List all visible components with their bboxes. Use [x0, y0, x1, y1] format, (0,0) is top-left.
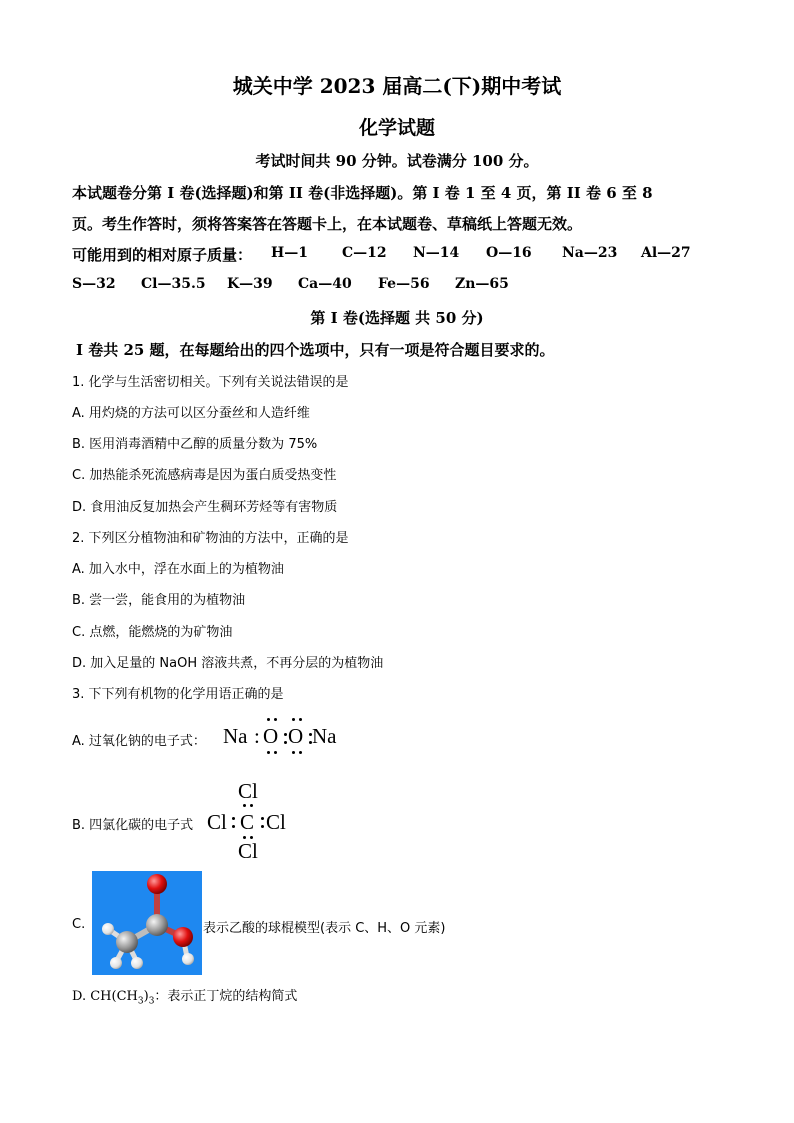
paper-note-line2: 页。考生作答时，须将答案答在答题卡上，在本试题卷、草稿纸上答题无效。	[72, 215, 583, 233]
question-1-option-d[interactable]: D. 食用油反复加热会产生稠环芳烃等有害物质	[72, 500, 338, 515]
paper-subject-title: 化学试题	[358, 117, 435, 139]
atomic-mass-label: 可能用到的相对原子质量：	[72, 246, 253, 264]
electron-dot	[243, 836, 246, 839]
exam-time-info: 考试时间共 90 分钟。试卷满分 100 分。	[255, 152, 539, 170]
option-d-subscript: 3	[137, 996, 144, 1007]
paper-note-line1: 本试题卷分第 I 卷(选择题)和第 II 卷(非选择题)。第 I 卷 1 至 4 页，第 II 卷 6 至 8	[72, 184, 653, 202]
electron-dot	[232, 825, 235, 828]
atomic-mass-item: C—12	[342, 245, 387, 261]
electron-dot	[250, 836, 253, 839]
question-1-option-c[interactable]: C. 加热能杀死流感病毒是因为蛋白质受热变性	[72, 468, 337, 483]
question-2-option-b[interactable]: B. 尝一尝，能食用的为植物油	[72, 593, 246, 608]
option-d-suffix: ：表示正丁烷的结构简式	[154, 989, 298, 1004]
question-1-option-b[interactable]: B. 医用消毒酒精中乙醇的质量分数为 75%	[72, 437, 318, 452]
formula-cl-left: Cl	[207, 810, 227, 834]
electron-dot	[232, 817, 235, 820]
question-3-option-c-label[interactable]: C.	[72, 917, 86, 932]
electron-dot	[243, 804, 246, 807]
atomic-mass-item: O—16	[486, 245, 532, 261]
option-d-subscript: 3	[148, 996, 155, 1007]
section-title: 第 I 卷(选择题 共 50 分)	[310, 309, 484, 327]
electron-dot	[267, 751, 270, 754]
atomic-mass-item: K—39	[227, 276, 273, 292]
electron-dot	[309, 741, 312, 744]
question-3-option-a-label[interactable]: A. 过氧化钠的电子式：	[72, 734, 206, 749]
formula-oxygen-2: O	[288, 724, 304, 748]
question-1-stem: 1. 化学与生活密切相关。下列有关说法错误的是	[72, 375, 349, 390]
question-2-option-a[interactable]: A. 加入水中，浮在水面上的为植物油	[72, 562, 284, 577]
ball-stick-model-graphic	[92, 871, 202, 975]
electron-dot	[261, 817, 264, 820]
formula-oxygen-1: O	[263, 724, 279, 748]
option-d-prefix: D. CH(CH	[72, 989, 138, 1004]
question-2-option-c[interactable]: C. 点燃，能燃烧的为矿物油	[72, 625, 233, 640]
question-1-option-a[interactable]: A. 用灼烧的方法可以区分蚕丝和人造纤维	[72, 406, 310, 421]
formula-na-right: Na	[312, 724, 337, 748]
electron-dot	[284, 741, 287, 744]
electron-dot	[250, 804, 253, 807]
formula-carbon: C	[240, 810, 255, 834]
electron-dot	[299, 718, 302, 721]
formula-colon: :	[254, 724, 260, 748]
electron-dot	[292, 718, 295, 721]
atomic-mass-item: Zn—65	[455, 276, 509, 292]
atomic-mass-item: Al—27	[641, 245, 691, 261]
electron-dot	[274, 751, 277, 754]
electron-dot	[284, 733, 287, 736]
atomic-mass-item: Fe—56	[378, 276, 430, 292]
electron-dot	[292, 751, 295, 754]
question-2-option-d[interactable]: D. 加入足量的 NaOH 溶液共煮，不再分层的为植物油	[72, 656, 384, 671]
question-2-stem: 2. 下列区分植物油和矿物油的方法中，正确的是	[72, 531, 349, 546]
question-3-option-d[interactable]	[72, 985, 297, 1007]
electron-dot	[309, 733, 312, 736]
atomic-mass-item: H—1	[271, 245, 308, 261]
atomic-mass-item: S—32	[72, 276, 116, 292]
formula-na-left: Na	[223, 724, 248, 748]
option-d-paren: )	[143, 989, 149, 1004]
exam-title: 城关中学 2023 届高二(下)期中考试	[232, 74, 562, 98]
atomic-mass-item: Ca—40	[298, 276, 352, 292]
section-instruction: I 卷共 25 题，在每题给出的四个选项中，只有一项是符合题目要求的。	[76, 341, 555, 359]
atomic-mass-item: N—14	[413, 245, 460, 261]
electron-dot	[274, 718, 277, 721]
question-3-option-b-label[interactable]: B. 四氯化碳的电子式	[72, 818, 194, 833]
formula-cl-right: Cl	[266, 810, 286, 834]
electron-dot	[299, 751, 302, 754]
electron-dot	[267, 718, 270, 721]
electron-dot	[261, 825, 264, 828]
formula-cl-top: Cl	[238, 779, 258, 803]
acetic-acid-ball-stick-model	[92, 871, 202, 975]
question-3-option-c-text: 表示乙酸的球棍模型(表示 C、H、O 元素)	[203, 921, 446, 936]
atomic-mass-item: Cl—35.5	[141, 276, 206, 292]
question-3-stem: 3. 下下列有机物的化学用语正确的是	[72, 687, 284, 702]
formula-cl-bottom: Cl	[238, 839, 258, 863]
atomic-mass-item: Na—23	[562, 245, 618, 261]
